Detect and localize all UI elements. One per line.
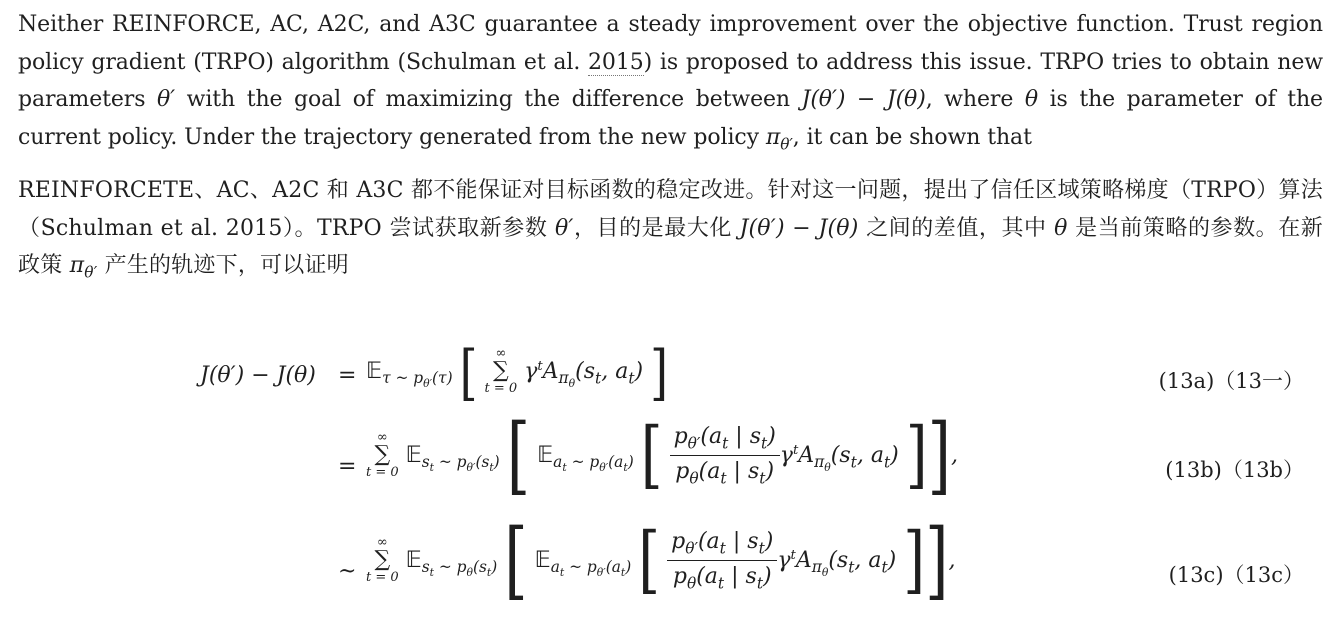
citation-link[interactable]: 2015 xyxy=(588,49,644,75)
eq13a-gamma: γ xyxy=(524,359,538,384)
en-text-6: , it can be shown that xyxy=(792,124,1032,150)
eq13b-denominator: $p_\theta(a_t$ | $s_t$) xyxy=(675,459,775,488)
eq13b-inner-left-bracket: [ xyxy=(640,412,663,498)
english-paragraph xyxy=(18,6,1323,163)
eq13a-body: 𝔼$_{\tau \sim p_{\theta'}(\tau)}$ [ ∞ ∑ t = 0 $\gamma^tA_{\pi_\theta}(s_t$, $a_t$) ] xyxy=(366,336,669,408)
eq13c-outer-left-bracket: [ xyxy=(504,511,528,610)
eq13c-fraction xyxy=(667,529,777,593)
eq13b-body: ∞ ∑ t = 0 𝔼$_{s_t \sim p_{\theta'}(s_t)}$ [ 𝔼$_{a_t \sim p_{\theta'}(a_t)}$ [ $\frac{p_{\theta'}(a_t | s_t)}{p_\theta(a_t | s_t)}$ $\gamma^tA_{\pi_\theta}(s_t$, $a_t$) ]], xyxy=(366,406,958,505)
eq13c-numerator: $p_{\theta'}(a_t$ | $s_t$) xyxy=(667,529,777,561)
zh-pi-sub: θ′ xyxy=(84,263,98,282)
eq13c-denominator: $p_\theta(a_t$ | $s_t$) xyxy=(672,564,772,593)
en-pi-sub: θ′ xyxy=(780,134,793,153)
zh-theta: θ xyxy=(1054,215,1068,241)
eq13b-operator: = xyxy=(338,454,357,479)
eq13b-inner-right-bracket: ] xyxy=(905,412,928,498)
eq13c-inner-expectation: 𝔼 xyxy=(534,547,551,573)
eq13a-number: (13a)（13一） xyxy=(1158,369,1304,393)
eq13c-outer-expectation: 𝔼 xyxy=(405,547,422,573)
en-theta: θ xyxy=(1024,87,1038,112)
eq13c-inner-right-bracket: ] xyxy=(903,517,926,603)
eq13c-number: (13c)（13c） xyxy=(1168,563,1304,587)
zh-text-3: 之间的差值，其中 xyxy=(858,215,1055,241)
zh-diff-expr: J(θ′) − J(θ) xyxy=(739,215,859,241)
eq13c-operator: ~ xyxy=(338,559,357,584)
eq13a-expectation-sub: τ ~ pθ′(τ) xyxy=(382,369,453,391)
en-theta-prime: θ′ xyxy=(156,87,176,112)
eq13b-comma: , xyxy=(951,442,958,468)
eq13b-numerator: $p_{\theta'}(a_t$ | $s_t$) xyxy=(670,424,780,456)
eq13b-fraction xyxy=(670,424,780,488)
eq13c-comma: , xyxy=(948,547,956,573)
eq13c-body: ∞ ∑ t = 0 𝔼$_{s_t \sim p_\theta(s_t)}$ [ 𝔼$_{a_t \sim p_{\theta'}(a_t)}$ [ $\frac{p_{\theta'}(a_t | s_t)}{p_\theta(a_t | s_t)}$ $\gamma^tA_{\pi_\theta}(s_t$, $a_t$) ]], xyxy=(366,511,956,610)
chinese-paragraph xyxy=(18,172,1323,292)
eq13a-sum: ∞ ∑ t = 0 xyxy=(484,346,518,396)
eq13a-left-bracket: [ xyxy=(459,336,478,408)
eq13c-inner-left-bracket: [ xyxy=(638,517,661,603)
equation-13c xyxy=(0,511,1336,625)
equation-13b xyxy=(0,406,1336,520)
en-diff-expr: J(θ′) − J(θ) xyxy=(801,87,926,112)
eq13a-right-bracket: ] xyxy=(650,336,669,408)
zh-pi: π xyxy=(69,253,85,278)
en-text-1: Neither REINFORCE, AC, A2C, and A3C guarantee a steady improvement over the objective function. Trust region policy gradient (TRPO) algorithm (Schulman et al. xyxy=(18,12,1323,75)
en-pi: π xyxy=(765,124,781,150)
en-text-3: with the goal of maximizing the difference between xyxy=(175,87,802,112)
en-text-4: , where xyxy=(925,87,1025,112)
eq13c-outer-right-bracket: ] xyxy=(925,511,949,610)
eq13a-lhs: J(θ′) − J(θ) xyxy=(200,363,316,388)
eq13b-sum: ∞ ∑ t = 0 xyxy=(366,429,399,480)
eq13b-outer-expectation: 𝔼 xyxy=(405,442,422,468)
eq13b-outer-right-bracket: ] xyxy=(927,406,951,505)
eq13b-inner-expectation: 𝔼 xyxy=(537,442,554,468)
eq13a-operator: = xyxy=(338,363,357,388)
zh-text-2: ，目的是最大化 xyxy=(573,215,740,241)
zh-theta-prime: θ′ xyxy=(554,215,574,241)
eq13b-outer-left-bracket: [ xyxy=(506,406,531,505)
en-text-2: ) is proposed to address this issue. TRPO tries to obtain new parameters xyxy=(18,49,1323,112)
eq13c-sum: ∞ ∑ t = 0 xyxy=(366,534,399,585)
en-text-5: is the parameter of the current policy. Under the trajectory generated from the new policy xyxy=(18,87,1323,150)
zh-text-5: 产生的轨迹下，可以证明 xyxy=(97,253,349,278)
zh-text-1: REINFORCETE、AC、A2C 和 A3C 都不能保证对目标函数的稳定改进。针对这一问题，提出了信任区域策略梯度（TRPO）算法（Schulman et al. 2015）。TRPO 尝试获取新参数 xyxy=(18,178,1323,241)
equation-13a xyxy=(0,336,1336,415)
eq13b-number: (13b)（13b） xyxy=(1165,458,1304,482)
eq13a-expectation-symbol: 𝔼 xyxy=(366,359,383,384)
zh-text-4: 是当前策略的参数。在新政策 xyxy=(18,215,1324,278)
